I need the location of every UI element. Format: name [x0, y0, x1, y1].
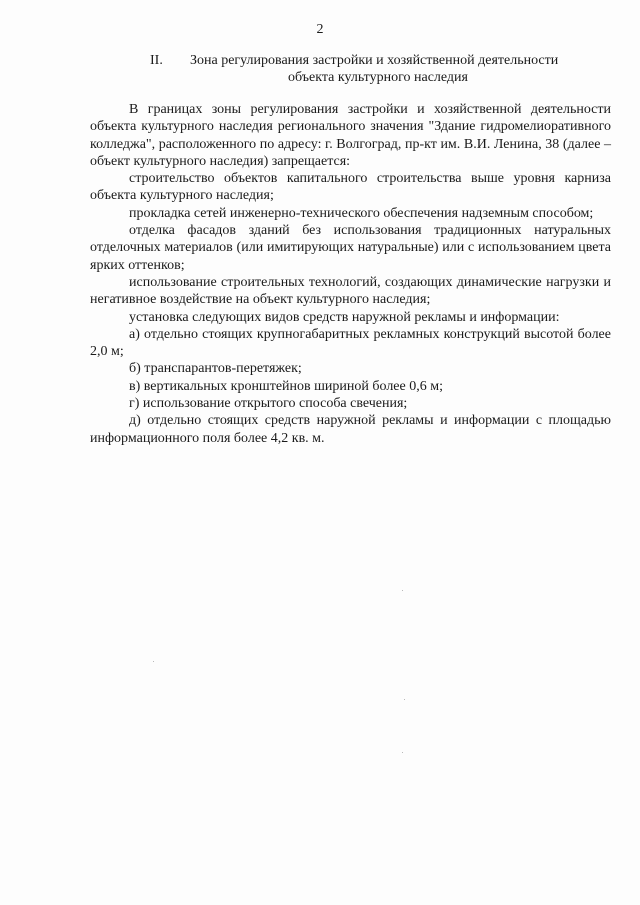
sub-item-d: г) использование открытого способа свечения;	[129, 396, 408, 412]
scan-speck	[402, 752, 403, 753]
scan-speck	[402, 590, 403, 591]
prohibition-item: отделка фасадов зданий без использования традиционных натуральных отделочных материалов (или имитирующих натуральные) или с использованием цвета ярких оттенков;	[90, 223, 611, 273]
intro-paragraph: В границах зоны регулирования застройки и хозяйственной деятельности объекта культурного наследия регионального значения "Здание гидромелиоративного колледжа", расположенного по адресу: г. Волгоград, пр-кт им. В.И. Ленина, 38 (далее – объект культурного наследия) запрещается:	[90, 102, 611, 169]
section-body	[90, 101, 611, 447]
section-number: II.	[150, 53, 163, 68]
sub-item-a: а) отдельно стоящих крупногабаритных рекламных конструкций высотой более 2,0 м;	[90, 326, 611, 360]
sub-item-c: в) вертикальных кронштейнов шириной более 0,6 м;	[129, 378, 443, 394]
prohibition-item: использование строительных технологий, создающих динамические нагрузки и негативное воздействие на объект культурного наследия;	[90, 274, 611, 308]
prohibition-item: строительство объектов капитального строительства выше уровня карниза объекта культурного наследия;	[90, 171, 611, 204]
section-title-line-2: объекта культурного наследия	[288, 70, 468, 85]
section-title-line-1: Зона регулирования застройки и хозяйственной деятельности	[190, 53, 559, 68]
scan-speck	[153, 661, 154, 662]
prohibition-item: установка следующих видов средств наружной рекламы и информации:	[129, 309, 560, 325]
sub-item-b: б) транспарантов-перетяжек;	[129, 361, 302, 377]
sub-item-e: д) отдельно стоящих средств наружной рекламы и информации с площадью информационного поля более 4,2 кв. м.	[90, 413, 611, 446]
page-number: 2	[316, 22, 324, 37]
scan-speck	[404, 699, 405, 700]
prohibition-item: прокладка сетей инженерно-технического обеспечения надземным способом;	[129, 205, 594, 221]
